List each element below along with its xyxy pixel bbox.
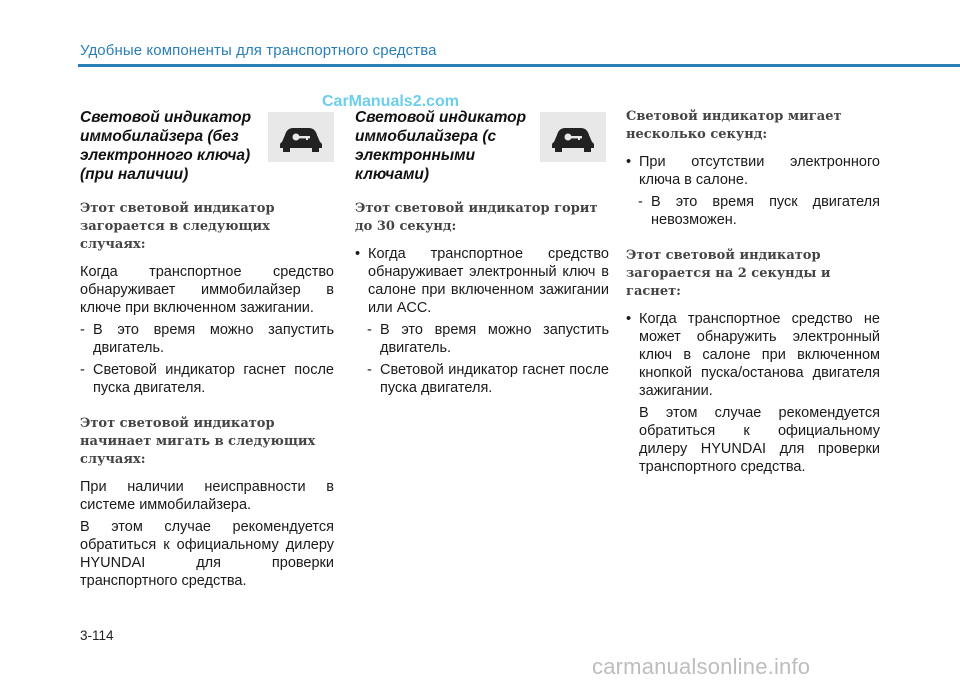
page-number: 3-114	[80, 628, 114, 643]
watermark-top[interactable]: CarManuals2.com	[322, 93, 459, 110]
indicator-title: Световой индикатор иммобилайзера (с электронными ключами)	[355, 109, 527, 183]
subheading: Этот световой индикатор загорается на 2 секунды и гаснет:	[626, 248, 831, 299]
section-title: Удобные компоненты для транспортного средства	[80, 42, 437, 59]
dash-item: - Световой индикатор гаснет после пуска двигателя.	[367, 362, 609, 396]
paragraph: Когда транспортное средство обнаруживает иммобилайзер в ключе при включенном зажигании.	[80, 264, 334, 316]
dash-item: - В это время можно запустить двигатель.	[80, 322, 334, 356]
bullet-item: • Когда транспортное средство обнаруживает электронный ключ в салоне при включенном зажигании или ACC.	[355, 246, 609, 316]
bullet-item: • Когда транспортное средство не может обнаружить электронный ключ в салоне при включенном кнопкой пуска/останова двигателя зажигании.	[626, 311, 880, 399]
header-rule	[78, 64, 960, 67]
paragraph: В этом случае рекомендуется обратиться к официальному дилеру HYUNDAI для проверки транспортного средства.	[80, 519, 334, 589]
paragraph: При наличии неисправности в системе иммобилайзера.	[80, 479, 334, 513]
bullet-item: • При отсутствии электронного ключа в салоне.	[626, 154, 880, 188]
immobilizer-car-key-icon	[540, 112, 606, 162]
dash-item: - В это время пуск двигателя невозможен.	[638, 194, 880, 228]
column-1	[80, 108, 334, 590]
subheading: Этот световой индикатор начинает мигать в следующих случаях:	[80, 416, 316, 467]
dash-item: - В это время можно запустить двигатель.	[367, 322, 609, 356]
column-3	[626, 108, 880, 476]
paragraph: В этом случае рекомендуется обратиться к официальному дилеру HYUNDAI для проверки транспортного средства.	[639, 405, 880, 475]
watermark-bottom[interactable]: carmanualsonline.info	[592, 654, 811, 679]
indicator-title: Световой индикатор иммобилайзера (без электронного ключа) (при наличии)	[80, 109, 252, 183]
subheading: Этот световой индикатор загорается в следующих случаях:	[80, 201, 275, 252]
dash-item: - Световой индикатор гаснет после пуска двигателя.	[80, 362, 334, 396]
subheading: Этот световой индикатор горит до 30 секунд:	[355, 201, 598, 234]
column-2	[355, 108, 609, 397]
subheading: Световой индикатор мигает несколько секунд:	[626, 109, 842, 142]
immobilizer-car-key-icon	[268, 112, 334, 162]
